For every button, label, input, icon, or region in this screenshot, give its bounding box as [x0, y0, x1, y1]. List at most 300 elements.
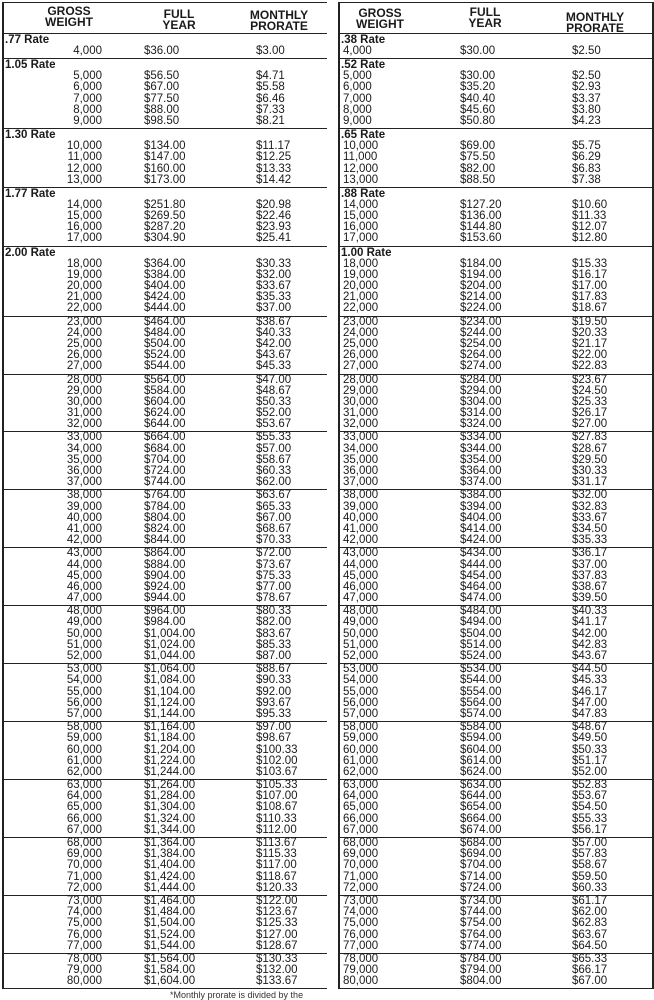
monthly-prorate-cell: $17.00: [572, 280, 608, 292]
table-row: [340, 375, 652, 386]
monthly-prorate-cell: $28.67: [572, 442, 608, 455]
monthly-prorate-cell: $48.67: [572, 721, 608, 734]
full-year-cell: $35.20: [460, 81, 496, 94]
full-year-cell: $30.00: [460, 70, 496, 83]
full-year-cell: $664.00: [144, 431, 186, 444]
full-year-cell: $1,484.00: [144, 906, 196, 919]
table-row: [4, 361, 327, 372]
gross-weight-cell: 65,000: [343, 801, 379, 814]
full-year-cell: $824.00: [144, 522, 186, 535]
gross-weight-cell: 19,000: [66, 268, 102, 281]
gross-weight-cell: 24,000: [66, 326, 102, 339]
gross-weight-cell: 48,000: [343, 605, 379, 618]
full-year-cell: $1,284.00: [144, 790, 196, 803]
full-year-cell: $1,524.00: [144, 928, 196, 941]
gross-weight-cell: 57,000: [66, 707, 102, 720]
monthly-prorate-cell: $37.00: [256, 302, 292, 315]
full-year-cell: $414.00: [460, 522, 502, 535]
gross-weight-cell: 26,000: [66, 349, 102, 362]
monthly-prorate-cell: $35.33: [256, 291, 292, 304]
table-row: [4, 617, 327, 628]
full-year-cell: $1,444.00: [144, 881, 196, 894]
rate-group: [4, 490, 327, 548]
table-row: [4, 116, 327, 127]
full-year-cell: $1,564.00: [144, 952, 196, 965]
table-row: [4, 46, 327, 57]
gross-weight-cell: 15,000: [343, 210, 379, 223]
full-year-cell: $424.00: [460, 534, 502, 547]
monthly-prorate-cell: $122.00: [256, 894, 298, 907]
monthly-prorate-cell: $43.67: [572, 650, 608, 662]
gross-weight-cell: 65,000: [66, 801, 102, 814]
full-year-cell: $674.00: [460, 823, 502, 836]
full-year-cell: $714.00: [460, 870, 502, 883]
gross-weight-cell: 45,000: [66, 569, 102, 582]
full-year-cell: $1,424.00: [144, 870, 196, 883]
gross-weight-cell: 20,000: [343, 280, 379, 292]
left-table: [2, 2, 327, 989]
gross-weight-cell: 42,000: [343, 534, 379, 547]
table-row: [340, 303, 652, 314]
table-row: [340, 802, 652, 813]
gross-weight-cell: 45,000: [343, 569, 379, 582]
gross-weight-cell: 44,000: [66, 558, 102, 571]
table-row: [4, 375, 327, 386]
monthly-prorate-cell: $37.00: [572, 558, 608, 571]
full-year-cell: $269.50: [144, 210, 186, 223]
monthly-prorate-cell: $57.83: [572, 848, 608, 861]
table-row: [4, 477, 327, 488]
full-year-cell: $774.00: [460, 939, 502, 952]
full-year-cell: $434.00: [460, 547, 502, 560]
full-year-cell: $1,384.00: [144, 848, 196, 861]
monthly-prorate-cell: $49.50: [572, 732, 608, 745]
gross-weight-cell: 41,000: [66, 522, 102, 535]
table-row: [340, 918, 652, 929]
gross-weight-cell: 25,000: [66, 337, 102, 350]
rate-group: [4, 247, 327, 317]
gross-weight-cell: 10,000: [66, 140, 102, 153]
table-row: [340, 617, 652, 628]
monthly-prorate-cell: $130.33: [256, 952, 298, 965]
monthly-prorate-cell: $66.17: [572, 964, 608, 977]
monthly-prorate-cell: $41.17: [572, 616, 608, 629]
table-row: [4, 860, 327, 871]
table-row: [340, 976, 652, 987]
gross-weight-cell: 9,000: [73, 114, 102, 127]
gross-weight-cell: 15,000: [66, 210, 102, 223]
gross-weight-cell: 47,000: [66, 592, 102, 605]
monthly-prorate-cell: $75.33: [256, 569, 292, 582]
full-year-cell: $564.00: [144, 373, 186, 386]
gross-weight-cell: 38,000: [66, 489, 102, 502]
rate-label: .77 Rate: [5, 34, 50, 46]
gross-weight-cell: 7,000: [73, 92, 102, 105]
full-year-cell: $264.00: [460, 349, 502, 362]
monthly-prorate-cell: $7.38: [572, 173, 601, 186]
full-year-cell: $204.00: [460, 280, 502, 292]
rate-label: 1.30 Rate: [5, 129, 56, 142]
rate-group: [340, 188, 652, 247]
monthly-prorate-cell: $11.33: [572, 210, 607, 223]
monthly-prorate-cell: $30.33: [256, 257, 292, 270]
full-year-cell: $1,604.00: [144, 975, 196, 988]
monthly-prorate-header: MONTHLY PRORATE: [249, 8, 309, 33]
monthly-prorate-cell: $132.00: [256, 964, 298, 977]
rate-group: [340, 954, 652, 990]
gross-weight-cell: 61,000: [343, 754, 379, 767]
gross-weight-cell: 42,000: [66, 534, 102, 547]
gross-weight-cell: 79,000: [66, 964, 102, 977]
gross-weight-cell: 32,000: [343, 418, 379, 431]
monthly-prorate-cell: $97.00: [256, 721, 292, 734]
full-year-cell: $40.40: [460, 92, 496, 105]
gross-weight-cell: 16,000: [66, 221, 102, 234]
full-year-cell: $77.50: [144, 92, 180, 105]
gross-weight-cell: 49,000: [343, 616, 379, 629]
monthly-prorate-cell: $52.83: [572, 779, 608, 792]
gross-weight-cell: 5,000: [73, 70, 102, 83]
table-row: [4, 941, 327, 952]
full-year-cell: $287.20: [144, 221, 186, 234]
table-row: [340, 535, 652, 546]
gross-weight-cell: 4,000: [343, 45, 372, 57]
full-year-cell: $664.00: [460, 812, 502, 825]
gross-weight-cell: 56,000: [66, 696, 102, 709]
full-year-cell: $1,124.00: [144, 696, 196, 709]
left-body: [4, 34, 327, 989]
rate-group: [4, 317, 327, 375]
gross-weight-cell: 22,000: [343, 302, 379, 315]
gross-weight-cell: 76,000: [343, 928, 379, 941]
full-year-cell: $604.00: [460, 743, 502, 756]
full-year-cell: $804.00: [144, 511, 186, 524]
gross-weight-cell: 80,000: [343, 975, 379, 988]
monthly-prorate-cell: $123.67: [256, 906, 298, 919]
monthly-prorate-cell: $95.33: [256, 707, 292, 720]
gross-weight-cell: 26,000: [343, 349, 379, 362]
rate-group: [340, 247, 652, 317]
table-row: [4, 152, 327, 163]
gross-weight-cell: 72,000: [343, 881, 379, 894]
gross-weight-cell: 43,000: [343, 547, 379, 560]
monthly-prorate-cell: $118.67: [256, 870, 297, 883]
full-year-cell: $56.50: [144, 70, 180, 83]
monthly-prorate-cell: $23.93: [256, 221, 292, 234]
monthly-prorate-cell: $115.33: [256, 848, 297, 861]
full-year-cell: $75.50: [460, 151, 496, 164]
gross-weight-cell: 79,000: [343, 964, 379, 977]
rate-group: [340, 34, 652, 59]
full-year-cell: $67.00: [144, 81, 180, 94]
full-year-cell: $724.00: [460, 881, 502, 894]
gross-weight-cell: 54,000: [66, 674, 102, 687]
table-row: [340, 71, 652, 82]
right-table: [338, 2, 654, 989]
monthly-prorate-cell: $47.00: [572, 696, 608, 709]
monthly-prorate-cell: $42.83: [572, 638, 608, 651]
left-header: [4, 2, 327, 34]
gross-weight-cell: 21,000: [343, 291, 379, 304]
monthly-prorate-cell: $3.37: [572, 92, 601, 105]
gross-weight-cell: 31,000: [66, 407, 102, 420]
table-row: [340, 164, 652, 175]
gross-weight-cell: 55,000: [343, 685, 379, 698]
gross-weight-cell: 57,000: [343, 707, 379, 720]
rate-group: [4, 896, 327, 954]
monthly-prorate-cell: $16.17: [572, 268, 608, 281]
full-year-cell: $454.00: [460, 569, 502, 582]
full-year-cell: $404.00: [460, 511, 502, 524]
rate-group: [340, 606, 652, 664]
gross-weight-cell: 63,000: [343, 779, 379, 792]
table-row: [4, 560, 327, 571]
table-row: [4, 233, 327, 244]
table-row: [4, 675, 327, 686]
table-row: [340, 883, 652, 894]
monthly-prorate-cell: $60.33: [256, 465, 292, 477]
gross-weight-cell: 38,000: [343, 489, 379, 502]
full-year-cell: $1,464.00: [144, 894, 196, 907]
monthly-prorate-cell: $30.33: [572, 465, 608, 477]
gross-weight-cell: 30,000: [343, 395, 379, 408]
gross-weight-cell: 29,000: [343, 384, 379, 397]
gross-weight-cell: 35,000: [343, 453, 379, 466]
full-year-cell: $534.00: [460, 663, 502, 676]
right-body: [340, 34, 652, 989]
gross-weight-cell: 28,000: [343, 373, 379, 386]
monthly-prorate-cell: $108.67: [256, 801, 298, 814]
gross-weight-cell: 27,000: [66, 360, 102, 373]
gross-weight-cell: 70,000: [66, 859, 102, 872]
gross-weight-cell: 75,000: [66, 917, 102, 930]
full-year-cell: $274.00: [460, 360, 502, 373]
full-year-cell: $184.00: [460, 257, 502, 270]
full-year-cell: $784.00: [144, 500, 186, 513]
full-year-cell: $394.00: [460, 500, 502, 513]
monthly-prorate-cell: $15.33: [572, 257, 608, 270]
gross-weight-cell: 63,000: [66, 779, 102, 792]
monthly-prorate-cell: $55.33: [256, 431, 292, 444]
full-year-cell: $1,044.00: [144, 650, 196, 662]
gross-weight-cell: 24,000: [343, 326, 379, 339]
full-year-cell: $744.00: [460, 906, 502, 919]
gross-weight-cell: 11,000: [67, 151, 102, 164]
monthly-prorate-cell: $31.17: [572, 476, 608, 489]
full-year-cell: $684.00: [144, 442, 186, 455]
monthly-prorate-cell: $62.00: [256, 476, 292, 489]
gross-weight-cell: 62,000: [66, 765, 102, 778]
gross-weight-cell: 72,000: [66, 881, 102, 894]
monthly-prorate-cell: $47.00: [256, 373, 292, 386]
full-year-cell: $624.00: [460, 765, 502, 778]
full-year-cell: $88.50: [460, 173, 496, 186]
full-year-cell: $584.00: [460, 721, 502, 734]
monthly-prorate-cell: $78.67: [256, 592, 292, 605]
rate-group: [4, 606, 327, 664]
table-row: [4, 767, 327, 778]
monthly-prorate-cell: $8.21: [256, 114, 285, 127]
rate-group: [4, 954, 327, 990]
monthly-prorate-cell: $72.00: [256, 547, 292, 560]
table-row: [4, 733, 327, 744]
monthly-prorate-cell: $90.33: [256, 674, 292, 687]
gross-weight-cell: 54,000: [343, 674, 379, 687]
monthly-prorate-cell: $83.67: [256, 627, 292, 640]
gross-weight-cell: 76,000: [66, 928, 102, 941]
rate-group: [340, 548, 652, 606]
rate-label: .88 Rate: [341, 187, 386, 200]
full-year-cell: $804.00: [460, 975, 502, 988]
monthly-prorate-cell: $62.00: [572, 906, 608, 919]
table-row: [340, 116, 652, 127]
rate-group: [340, 59, 652, 129]
monthly-prorate-cell: $34.50: [572, 522, 608, 535]
gross-weight-cell: 5,000: [343, 70, 372, 83]
table-row: [4, 709, 327, 720]
rate-group: [4, 59, 327, 129]
full-year-cell: $1,144.00: [144, 707, 196, 720]
monthly-prorate-cell: $65.33: [572, 952, 608, 965]
monthly-prorate-cell: $63.67: [572, 928, 608, 941]
gross-weight-cell: 32,000: [66, 418, 102, 431]
table-row: [340, 141, 652, 152]
gross-weight-cell: 69,000: [66, 848, 102, 861]
gross-weight-cell: 22,000: [66, 302, 102, 315]
monthly-prorate-cell: $53.67: [256, 418, 292, 431]
monthly-prorate-cell: $5.58: [256, 81, 285, 94]
rate-label: .38 Rate: [341, 34, 386, 46]
full-year-cell: $1,024.00: [144, 638, 196, 651]
monthly-prorate-cell: $32.00: [256, 268, 292, 281]
gross-weight-cell: 73,000: [66, 894, 102, 907]
full-year-cell: $744.00: [144, 476, 186, 489]
gross-weight-cell: 69,000: [343, 848, 379, 861]
monthly-prorate-cell: $6.83: [572, 162, 601, 175]
full-year-cell: $704.00: [460, 859, 502, 872]
monthly-prorate-cell: $112.00: [256, 823, 297, 836]
full-year-cell: $224.00: [460, 302, 502, 315]
monthly-prorate-cell: $40.33: [572, 605, 608, 618]
gross-weight-cell: 67,000: [343, 823, 379, 836]
full-year-cell: $884.00: [144, 558, 186, 571]
full-year-cell: $69.00: [460, 140, 496, 153]
table-row: [4, 883, 327, 894]
full-year-cell: $614.00: [460, 754, 502, 767]
rate-label: .65 Rate: [341, 129, 386, 142]
monthly-prorate-cell: $36.17: [572, 547, 608, 560]
full-year-cell: $88.00: [144, 103, 180, 116]
gross-weight-cell: 8,000: [343, 103, 372, 116]
full-year-cell: $904.00: [144, 569, 186, 582]
full-year-cell: $334.00: [460, 431, 502, 444]
monthly-prorate-cell: $56.17: [572, 823, 608, 836]
gross-weight-header: GROSS WEIGHT: [356, 6, 404, 31]
full-year-cell: $1,244.00: [144, 765, 196, 778]
gross-weight-cell: 36,000: [343, 465, 379, 477]
monthly-prorate-header: MONTHLY PRORATE: [565, 10, 625, 35]
gross-weight-cell: 10,000: [343, 140, 379, 153]
gross-weight-cell: 51,000: [66, 638, 102, 651]
monthly-prorate-cell: $42.00: [572, 627, 608, 640]
monthly-prorate-cell: $62.83: [572, 917, 608, 930]
monthly-prorate-cell: $113.67: [256, 837, 297, 849]
gross-weight-cell: 77,000: [343, 939, 379, 952]
monthly-prorate-cell: $73.67: [256, 558, 292, 571]
rate-label: 1.77 Rate: [5, 187, 56, 200]
rate-label: .52 Rate: [341, 59, 386, 72]
gross-weight-cell: 16,000: [343, 221, 379, 234]
full-year-cell: $1,544.00: [144, 939, 196, 952]
gross-weight-cell: 46,000: [66, 580, 102, 593]
monthly-prorate-cell: $22.83: [572, 360, 608, 373]
monthly-prorate-cell: $87.00: [256, 650, 292, 662]
monthly-prorate-cell: $67.00: [256, 511, 292, 524]
monthly-prorate-cell: $20.33: [572, 326, 608, 339]
monthly-prorate-cell: $24.50: [572, 384, 608, 397]
gross-weight-cell: 50,000: [66, 627, 102, 640]
full-year-cell: $153.60: [460, 232, 502, 245]
table-row: [340, 930, 652, 941]
full-year-cell: $136.00: [460, 210, 502, 223]
full-year-cell: $844.00: [144, 534, 186, 547]
gross-weight-cell: 61,000: [66, 754, 102, 767]
full-year-cell: $1,204.00: [144, 743, 196, 756]
gross-weight-cell: 39,000: [343, 500, 379, 513]
monthly-prorate-cell: $12.07: [572, 221, 608, 234]
gross-weight-cell: 77,000: [66, 939, 102, 952]
gross-weight-cell: 17,000: [343, 232, 379, 245]
full-year-cell: $314.00: [460, 407, 502, 420]
full-year-cell: $364.00: [460, 465, 502, 477]
monthly-prorate-cell: $20.98: [256, 198, 292, 211]
rate-label: 2.00 Rate: [5, 246, 56, 259]
table-row: [340, 560, 652, 571]
monthly-prorate-cell: $18.67: [572, 302, 608, 315]
full-year-header: FULL YEAR: [162, 7, 196, 32]
full-year-cell: $634.00: [460, 779, 502, 792]
full-year-cell: $214.00: [460, 291, 502, 304]
table-row: [340, 651, 652, 662]
full-year-cell: $654.00: [460, 801, 502, 814]
full-year-cell: $1,324.00: [144, 812, 196, 825]
full-year-cell: $1,084.00: [144, 674, 196, 687]
full-year-cell: $1,504.00: [144, 917, 196, 930]
gross-weight-cell: 46,000: [343, 580, 379, 593]
monthly-prorate-cell: $127.00: [256, 928, 298, 941]
monthly-prorate-cell: $107.00: [256, 790, 298, 803]
rate-group: [4, 188, 327, 247]
gross-weight-cell: 50,000: [343, 627, 379, 640]
table-row: [4, 918, 327, 929]
gross-weight-cell: 51,000: [343, 638, 379, 651]
full-year-cell: $544.00: [144, 360, 186, 373]
gross-weight-cell: 4,000: [73, 45, 102, 57]
gross-weight-cell: 23,000: [66, 315, 102, 328]
table-row: [340, 593, 652, 604]
gross-weight-cell: 18,000: [66, 257, 102, 270]
full-year-cell: $36.00: [144, 45, 180, 57]
table-row: [4, 419, 327, 430]
monthly-prorate-cell: $17.83: [572, 291, 608, 304]
gross-weight-cell: 39,000: [66, 500, 102, 513]
monthly-prorate-cell: $103.67: [256, 765, 298, 778]
monthly-prorate-cell: $117.00: [256, 859, 297, 872]
full-year-cell: $384.00: [460, 489, 502, 502]
gross-weight-cell: 73,000: [343, 894, 379, 907]
monthly-prorate-cell: $67.00: [572, 975, 608, 988]
full-year-cell: $504.00: [460, 627, 502, 640]
